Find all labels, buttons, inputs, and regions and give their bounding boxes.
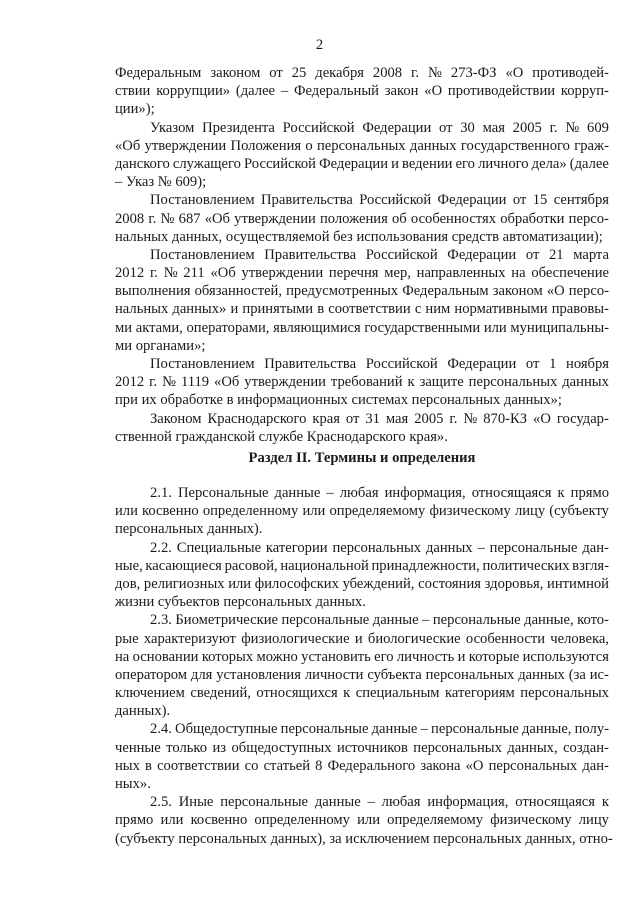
text-line: 2012 г. № 1119 «Об утверждении требований к защите персональных данных [115, 374, 609, 391]
paragraph [115, 119, 609, 192]
text-line: данных). [115, 703, 171, 720]
text-line: (субъекту персональных данных), за исключением персональных данных, отно- [115, 830, 613, 847]
text-line: – Указ № 609); [115, 174, 207, 191]
text-line: ключением сведений, относящихся к специальным категориям персональных [115, 685, 609, 702]
text-line: Указом Президента Российской Федерации от 30 мая 2005 г. № 609 [150, 119, 609, 136]
text-line: ми актами, операторами, являющимися государственными или муниципальны- [115, 319, 609, 336]
paragraph [115, 720, 609, 793]
paragraph [115, 539, 609, 612]
text-line: при их обработке в информационных системах персональных данных»; [115, 392, 562, 409]
text-line: оператором для установления личности субъекта персональных данных (за ис- [115, 666, 609, 683]
text-line: данского служащего Российской Федерации и ведении его личного дела» (далее [115, 155, 609, 172]
page-number: 2 [315, 37, 324, 53]
text-block [115, 484, 613, 848]
text-line: «Об утверждении Положения о персональных данных государственного граж- [115, 137, 609, 154]
text-line: нальных данных» и принятыми в соответствии с ним нормативными правовы- [115, 301, 609, 318]
text-line: выполнения обязанностей, предусмотренных Федеральным законом «О персо- [115, 283, 609, 300]
text-line: Постановлением Правительства Российской Федерации от 21 марта [150, 246, 609, 263]
text-line: Постановлением Правительства Российской Федерации от 1 ноября [150, 356, 609, 372]
text-line: ми органами»; [115, 337, 206, 354]
section-heading: Раздел II. Термины и определения [248, 450, 476, 466]
text-block [115, 64, 609, 446]
text-line: 2.1. Персональные данные – любая информация, относящаяся к прямо [150, 485, 609, 501]
text-line: персональных данных). [115, 521, 263, 538]
paragraph [115, 355, 609, 410]
text-line: 2.4. Общедоступные персональные данные – персональные данные, полу- [150, 721, 609, 738]
paragraph [115, 64, 609, 119]
text-line: Федеральным законом от 25 декабря 2008 г. № 273-ФЗ «О противодей- [115, 65, 609, 81]
text-line: прямо или косвенно определенному или определяемому физическому лицу [115, 812, 609, 829]
text-line: 2.5. Иные персональные данные – любая информация, относящаяся к [150, 794, 609, 811]
text-line: ных в соответствии со статьей 8 Федерального закона «О персональных дан- [115, 757, 609, 774]
text-line: ственной гражданской службе Краснодарского края». [115, 428, 448, 445]
paragraph [115, 246, 609, 355]
text-line: 2008 г. № 687 «Об утверждении положения об особенностях обработки персо- [115, 210, 609, 227]
text-line: ченные только из общедоступных источников персональных данных, создан- [115, 739, 609, 756]
paragraph [115, 191, 609, 246]
text-line: ствии коррупции» (далее – Федеральный закон «О противодействии корруп- [115, 83, 609, 100]
text-line: на основании которых можно установить его личность и которые используются [115, 648, 609, 665]
text-line: нальных данных, осуществляемой без использования средств автоматизации); [115, 228, 603, 245]
paragraph [115, 793, 613, 848]
text-line: ных». [115, 776, 151, 792]
text-line: дов, религиозных или философских убеждений, состояния здоровья, интимной [115, 575, 609, 592]
text-line: ные, касающиеся расовой, национальной принадлежности, политических взгля- [115, 557, 609, 574]
text-line: Постановлением Правительства Российской Федерации от 15 сентября [150, 192, 609, 209]
paragraph [115, 484, 609, 539]
text-line: 2.2. Специальные категории персональных данных – персональные дан- [150, 539, 609, 556]
paragraph [115, 611, 609, 720]
text-line: ции»); [115, 101, 155, 118]
paragraph [115, 410, 609, 446]
text-line: рые характеризуют физиологические и биологические особенности человека, [115, 630, 609, 647]
text-line: 2.3. Биометрические персональные данные – персональные данные, кото- [150, 612, 609, 629]
text-line: Законом Краснодарского края от 31 мая 2005 г. № 870-КЗ «О государ- [150, 410, 609, 427]
text-line: или косвенно определенному или определяемому физическому лицу (субъекту [115, 503, 609, 520]
text-line: 2012 г. № 211 «Об утверждении перечня мер, направленных на обеспечение [115, 265, 609, 282]
text-line: жизни субъектов персональных данных. [115, 594, 366, 611]
